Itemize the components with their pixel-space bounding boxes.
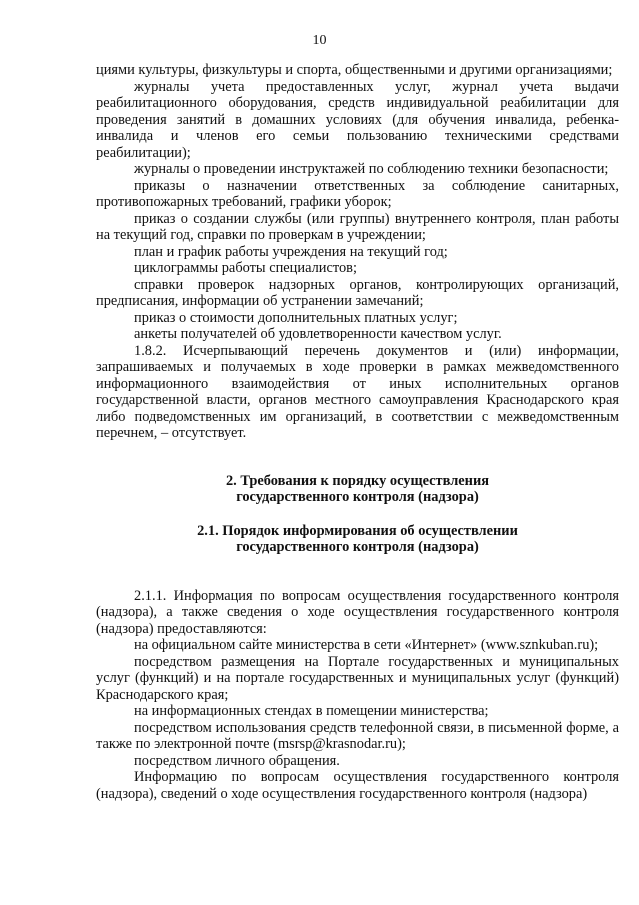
paragraph: циями культуры, физкультуры и спорта, общественными и другими организациями; <box>96 62 613 78</box>
paragraph: приказы о назначении ответственных за соблюдение санитарных, противопожарных требований, графики уборок; <box>96 177 619 210</box>
page-number: 10 <box>312 33 327 48</box>
paragraph: посредством размещения на Портале государственных и муниципальных услуг (функций) и на портале государственных и муниципальных услуг (функций) Краснодарского края; <box>96 653 619 703</box>
section-heading-line: 2. Требования к порядку осуществления <box>225 472 490 489</box>
paragraph: 1.8.2. Исчерпывающий перечень документов и (или) информации, запрашиваемых и получаемых в ходе проверки в рамках межведомственного информационного взаимодействия от иных исполнительных органов государственной власти, органов местного самоуправления Краснодарского края либо подведомственных им организаций, в соответствии с межведомственным перечнем, – отсутствует. <box>96 342 619 441</box>
paragraph: приказ о создании службы (или группы) внутреннего контроля, план работы на текущий год, справки по проверкам в учреждении; <box>96 210 619 243</box>
section-heading <box>96 473 619 506</box>
paragraph-group-top <box>96 62 619 442</box>
paragraph: приказ о стоимости дополнительных платных услуг; <box>134 309 458 326</box>
paragraph: Информацию по вопросам осуществления государственного контроля (надзора), сведений о ходе осуществления государственного контроля (надзора) <box>96 769 619 802</box>
paragraph: анкеты получателей об удовлетворенности качеством услуг. <box>134 326 502 342</box>
paragraph-group-bottom <box>96 588 619 803</box>
paragraph: циклограммы работы специалистов; <box>134 260 357 276</box>
paragraph: справки проверок надзорных органов, контролирующих организаций, предписания, информации об устранении замечаний; <box>96 276 619 309</box>
paragraph: план и график работы учреждения на текущий год; <box>134 243 448 260</box>
subsection-heading-line: государственного контроля (надзора) <box>236 539 479 555</box>
paragraph: на информационных стендах в помещении министерства; <box>134 703 489 719</box>
document-body <box>96 62 619 802</box>
paragraph: посредством использования средств телефонной связи, в письменной форме, а также по электронной почте (msrsp@krasnodar.ru); <box>96 719 619 752</box>
paragraph: 2.1.1. Информация по вопросам осуществления государственного контроля (надзора), а также сведения о ходе осуществления государственного контроля (надзора) предоставляются: <box>96 587 619 637</box>
subsection-heading-line: 2.1. Порядок информирования об осуществлении <box>197 522 518 539</box>
paragraph: на официальном сайте министерства в сети «Интернет» (www.sznkuban.ru); <box>134 637 599 653</box>
section-heading-line: государственного контроля (надзора) <box>236 489 479 505</box>
paragraph: журналы о проведении инструктажей по соблюдению техники безопасности; <box>134 161 609 177</box>
subsection-heading <box>96 523 619 556</box>
paragraph: посредством личного обращения. <box>134 752 340 769</box>
paragraph: журналы учета предоставленных услуг, журнал учета выдачи реабилитационного оборудования, средств индивидуальной реабилитации для проведения занятий в домашних условиях (для обучения инвалида, ребенка-инвалида и членов его семьи пользованию техническими средствами реабилитации); <box>96 78 619 161</box>
